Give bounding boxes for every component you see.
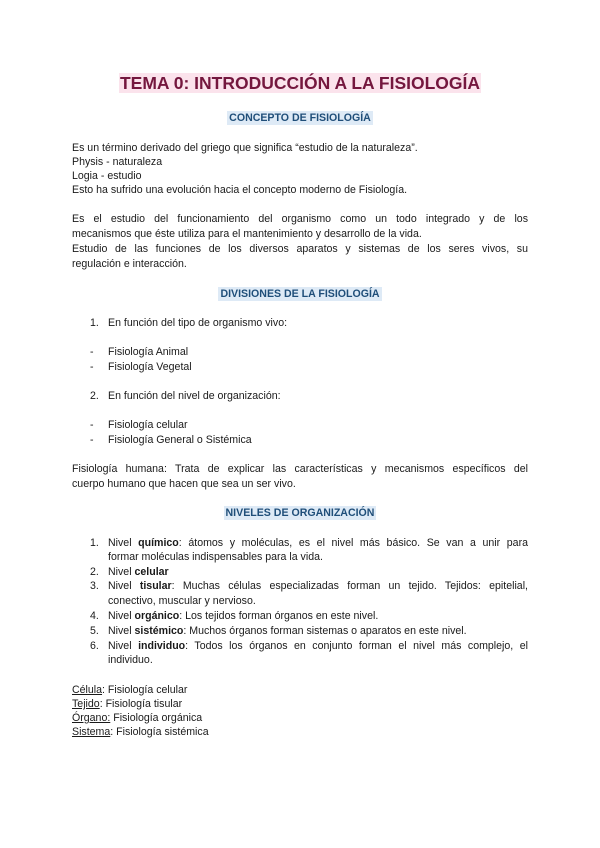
- section-heading-divisiones: DIVISIONES DE LA FISIOLOGÍA: [220, 288, 380, 300]
- summary-line: Órgano: Fisiología orgánica: [72, 712, 203, 724]
- list-item: Nivel químico: átomos y moléculas, es el nivel más básico. Se van a unir para: [108, 537, 528, 549]
- list-number: 2.: [90, 566, 99, 578]
- list-item-continuation: formar moléculas indispensables para la vida.: [108, 551, 323, 563]
- bullet-dash: -: [90, 434, 94, 446]
- list-item: Nivel individuo: Todos los órganos en conjunto forman el nivel más complejo, el: [108, 640, 528, 652]
- list-item: Fisiología General o Sistémica: [108, 434, 252, 446]
- list-number: 5.: [90, 625, 99, 637]
- concepto-line: Physis - naturaleza: [72, 156, 163, 168]
- humana-paragraph-line: cuerpo humano que hacen que sea un ser vivo.: [72, 478, 296, 490]
- summary-line: Célula: Fisiología celular: [72, 684, 188, 696]
- list-item: En función del nivel de organización:: [108, 390, 281, 402]
- concepto-paragraph-line: Es el estudio del funcionamiento del organismo como un todo integrado y de los: [72, 213, 528, 225]
- concepto-paragraph-line: Estudio de las funciones de los diversos aparatos y sistemas de los seres vivos, su: [72, 243, 528, 255]
- list-item: Fisiología Animal: [108, 346, 189, 358]
- list-number: 3.: [90, 580, 99, 592]
- bullet-dash: -: [90, 361, 94, 373]
- list-item: Nivel orgánico: Los tejidos forman órganos en este nivel.: [108, 610, 379, 622]
- summary-line: Sistema: Fisiología sistémica: [72, 726, 209, 738]
- list-item: Nivel celular: [108, 566, 169, 578]
- list-number: 1.: [90, 317, 99, 329]
- summary-line: Tejido: Fisiología tisular: [72, 698, 183, 710]
- list-number: 4.: [90, 610, 99, 622]
- concepto-paragraph-line: regulación e interacción.: [72, 258, 187, 270]
- page-title: TEMA 0: INTRODUCCIÓN A LA FISIOLOGÍA: [119, 73, 481, 93]
- section-heading-niveles: NIVELES DE ORGANIZACIÓN: [225, 507, 375, 519]
- list-number: 6.: [90, 640, 99, 652]
- bullet-dash: -: [90, 346, 94, 358]
- bullet-dash: -: [90, 419, 94, 431]
- list-item-continuation: conectivo, muscular y nervioso.: [108, 595, 256, 607]
- list-item: Nivel tisular: Muchas células especializadas forman un tejido. Tejidos: epitelial,: [108, 580, 528, 592]
- concepto-line: Esto ha sufrido una evolución hacia el concepto moderno de Fisiología.: [72, 184, 408, 196]
- list-item: Nivel sistémico: Muchos órganos forman sistemas o aparatos en este nivel.: [108, 625, 467, 637]
- concepto-paragraph-line: mecanismos que éste utiliza para el mantenimiento y desarrollo de la vida.: [72, 228, 422, 240]
- list-number: 1.: [90, 537, 99, 549]
- section-heading-concepto: CONCEPTO DE FISIOLOGÍA: [229, 112, 371, 124]
- list-item: Fisiología Vegetal: [108, 361, 192, 373]
- list-item-continuation: individuo.: [108, 654, 153, 666]
- concepto-line: Logia - estudio: [72, 170, 142, 182]
- humana-paragraph-line: Fisiología humana: Trata de explicar las características y mecanismos específicos del: [72, 463, 528, 475]
- list-item: Fisiología celular: [108, 419, 188, 431]
- list-item: En función del tipo de organismo vivo:: [108, 317, 288, 329]
- concepto-line: Es un término derivado del griego que significa “estudio de la naturaleza”.: [72, 142, 418, 154]
- list-number: 2.: [90, 390, 99, 402]
